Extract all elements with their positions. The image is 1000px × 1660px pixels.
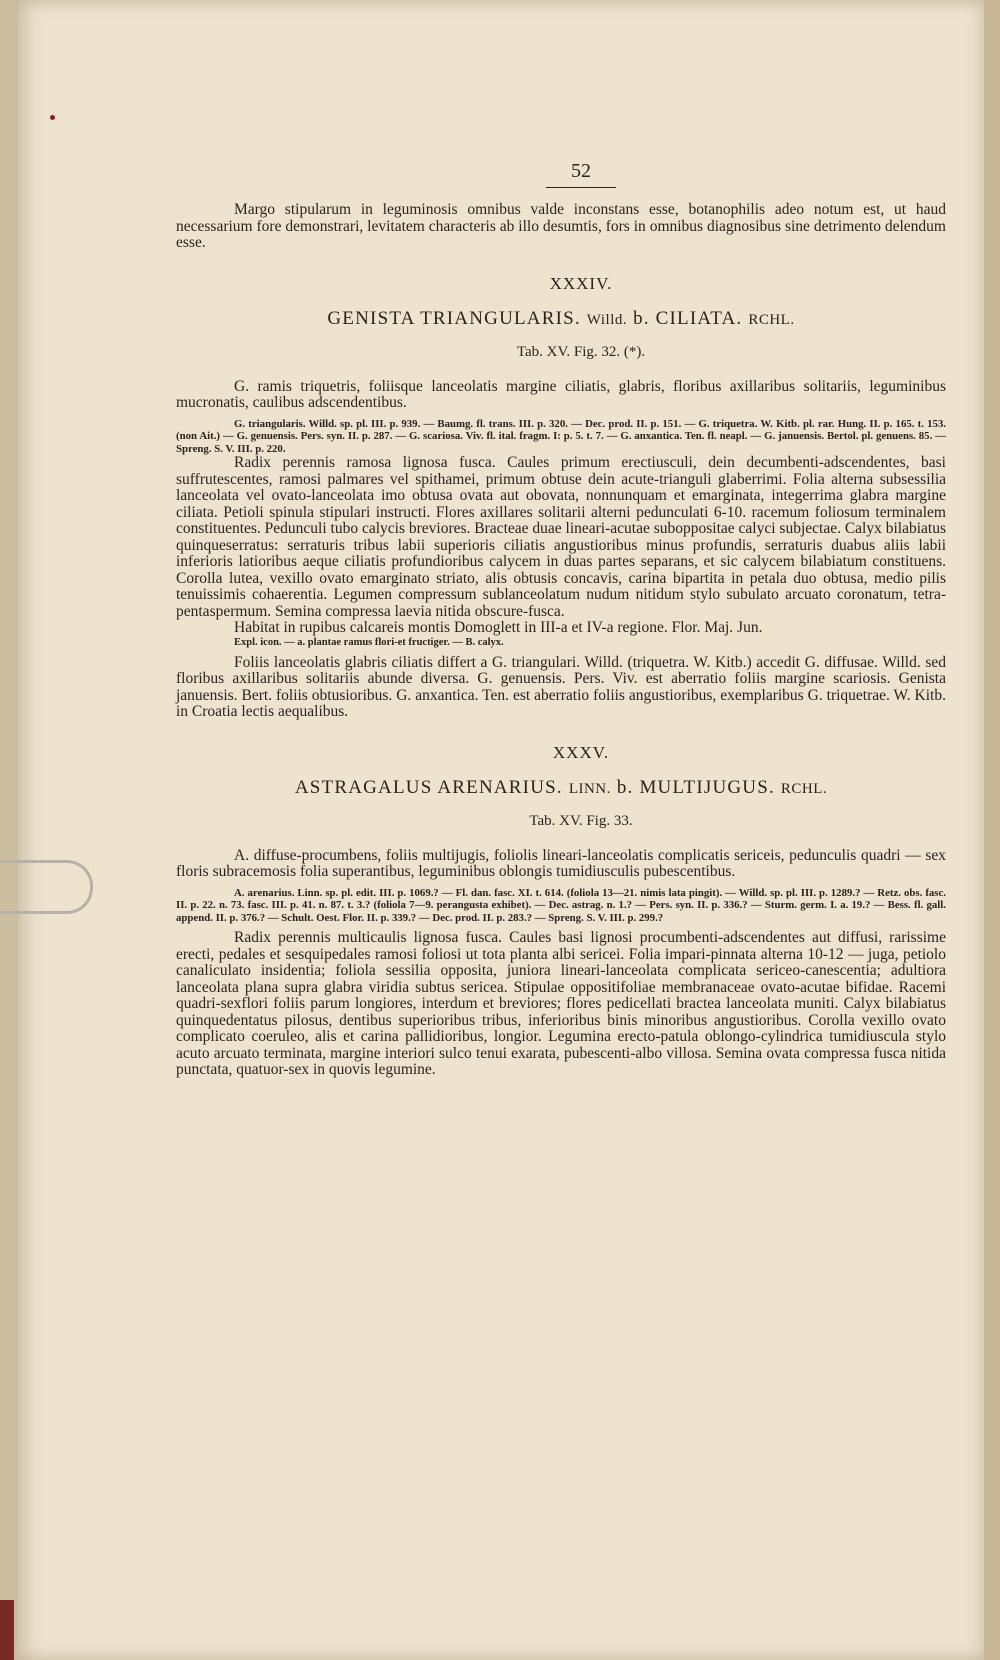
synonyms: G. triangularis. Willd. sp. pl. III. p. 939. — Baumg. fl. trans. III. p. 320. — Dec. prod. II. p. 151. — G. triquetra. W. Kitb. pl. rar. Hung. II. p. 165. t. 153. (non Ait.) — G. genuensis. Pers. syn. II. p. 287. — G. scariosa. Viv. fl. ital. fragm. I: p. 5. t. 7. — G. anxantica. Ten. fl. neapl. — G. januensis. Bertol. pl. genuens. 85. — Spreng. S. V. III. p. 220.: [176, 417, 946, 455]
synonyms: A. arenarius. Linn. sp. pl. edit. III. p. 1069.? — Fl. dan. fasc. XI. t. 614. (foliola 13—21. nimis lata pingit). — Willd. sp. pl. III. p. 1289.? — Retz. obs. fasc. II. p. 22. n. 73. fasc. III. p. 41. n. 87. t. 3.? (foliola 7—9. perangusta exhibet). — Dec. astrag. n. 1.? — Pers. syn. II. p. 336.? — Sturm. germ. I. a. 19.? — Bess. fl. gall. append. II. p. 376.? — Schult. Oest. Flor. II. p. 339.? — Dec. prod. II. p. 283.? — Spreng. S. V. III. p. 299.?: [176, 886, 946, 924]
binding-mark: [0, 1600, 14, 1660]
variety-author: RCHL.: [780, 780, 828, 797]
page-edge-right: [984, 0, 1000, 1660]
habitat: Habitat in rupibus calcareis montis Domoglett in III-a et IV-a regione. Flor. Maj. Jun.: [234, 619, 763, 636]
icon-explanation: Expl. icon. — a. plantae ramus flori-et fructiger. — B. calyx.: [234, 636, 504, 648]
page-number-rule: [546, 187, 616, 188]
intro-paragraph: Margo stipularum in leguminosis omnibus valde inconstans esse, botanophilis adeo notum est, ut haud necessarium fore demonstrari, levitatem characteris ab illo desumtis, fors in omnibus diagnosibus sine detrimento delendum esse.: [176, 201, 946, 251]
species-author: Willd.: [586, 311, 628, 328]
section-numeral: XXXV.: [552, 742, 610, 762]
variety-name: b. MULTIJUGUS.: [616, 776, 775, 798]
diagnosis: A. diffuse-procumbens, foliis multijugis, foliolis lineari-lanceolatis complicatis sericeis, pedunculis quadri — sex floris subracemosis folia superantibus, leguminibus oblongis tumidiusculis pubescentibus.: [176, 846, 946, 880]
plate-reference: Tab. XV. Fig. 32. (*).: [516, 343, 646, 360]
species-author: LINN.: [568, 780, 611, 797]
diagnosis: G. ramis triquetris, foliisque lanceolatis margine ciliatis, glabris, floribus axillaribus solitariis, leguminibus mucronatis, caulibus adscendentibus.: [176, 377, 946, 411]
description: Radix perennis multicaulis lignosa fusca. Caules basi lignosi procumbenti-adscendentes aut diffusi, rarissime erecti, pedales et sesquipedales ramosi foliosi ut tota planta albi sericei. Folia impari-pinnata alterna 10-12 — juga, petiolo canaliculato insidentia; foliola sessilia opposita, juniora lineari-lanceolata complicata sericeo-canescentia; adultiora lanceolata plana supra glabra viridia subtus sericea. Stipulae oppositifoliae membranaceae ovato-acutae bifidae. Racemi quadri-sexflori foliis parum longiores, interdum et breviores; flores pedicellati bractea lanceolata muniti. Calyx bilabiatus quinquedentatus pilosus, dentibus superioribus tribus, inferioribus binis minoribus angustioribus. Corolla vexillo ovato complicato coeruleo, alis et carina pallidioribus, longior. Legumina erecto-patula oblongo-cylindrica tumidiuscula stylo acuto arcuato terminata, margine interiori sulco tenui exarata, pubescenti-albo villosa. Semina ovata compressa fusca nitida punctata, quatuor-sex in quovis legumine.: [176, 929, 946, 1078]
description: Radix perennis ramosa lignosa fusca. Caules primum erectiusculi, dein decumbenti-adscendentes, basi suffrutescentes, ramosi palmares vel spithamei, primum obtuse dein acute-trianguli glaberrimi. Folia alterna subsessilia lanceolata vel ovato-lanceolata imo obtusa ovata aut obovata, nonnunquam et emarginata, integerrima glabra margine ciliata. Petioli spinula stipulari instructi. Flores axillares solitarii alterni pedunculati 6-10. racemum foliosum terminalem constituentes. Pedunculi tubo calycis breviores. Bracteae duae lineari-acutae suboppositae calyci subjectae. Calyx bilabiatus quinqueserratus: serraturis tribus labii superioris ciliatis angustioribus minus profundis, serraturis duabus aliis labii inferioris latioribus aeque ciliatis profundioribus calycem in duas partes separans, et sic calycem bilabiatum constituens. Corolla lutea, vexillo ovato emarginato striato, alis obtusis concavis, carina bipartita in petala duo obtusa, medio pilis tenuissimis cohaerentia. Legumen compressum sublanceolatum nudum nitidum stylo subulato arcuato coronatum, tetra-pentaspermum. Semina compressa laevia nitida obscure-fusca.: [176, 454, 946, 620]
species-name: ASTRAGALUS ARENARIUS.: [294, 776, 563, 798]
plate-reference: Tab. XV. Fig. 33.: [529, 812, 633, 829]
page-content: [176, 160, 946, 1079]
species-name: GENISTA TRIANGULARIS.: [327, 307, 581, 329]
variety-name: b. CILIATA.: [633, 307, 743, 329]
notes: Foliis lanceolatis glabris ciliatis differt a G. triangulari. Willd. (triquetra. W. Kitb.) accedit G. diffusae. Willd. sed floribus axillaribus solitariis abunde diversa. G. genuensis. Pers. Viv. est aberratio foliis margine scariosis. Genista januensis. Bert. foliis obtusioribus. G. anxantica. Ten. est aberratio foliis angustioribus, exemplaribus G. triquetrae. W. Kitb. in Croatia lectis aequalibus.: [176, 653, 946, 720]
species-title: [176, 308, 946, 330]
page-number: 52: [571, 160, 591, 182]
page-edge-left: [0, 0, 18, 1660]
species-title: [176, 777, 946, 799]
section-numeral: XXXIV.: [549, 273, 613, 293]
ink-spot: [50, 115, 55, 120]
variety-author: RCHL.: [748, 311, 795, 328]
paper-clip: [0, 860, 93, 914]
